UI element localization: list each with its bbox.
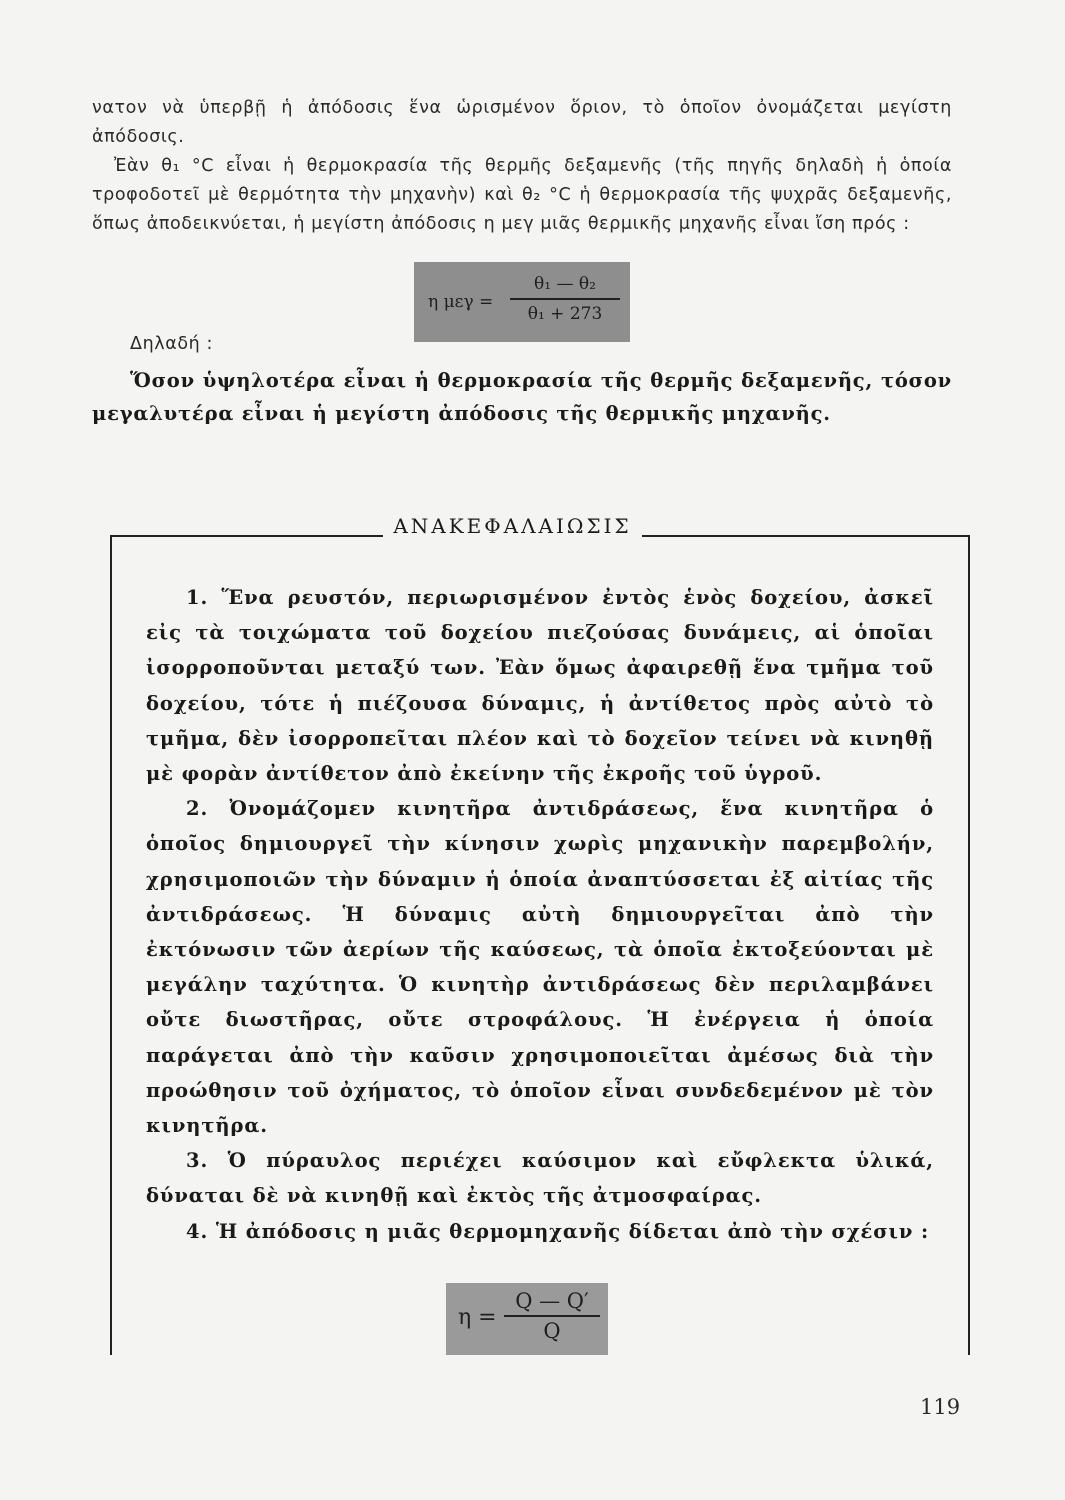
formula-denominator: Q <box>543 1319 561 1343</box>
intro-line: νατον νὰ ὑπερβῇ ἡ ἀπόδοσις ἕνα ὡρισμένον ὅριον, τὸ ὁποῖον ὀνομάζεται μεγίστη ἀπόδοσις. <box>92 98 952 147</box>
formula-numerator: θ₁ — θ₂ <box>510 274 620 300</box>
summary-item-4: 4. Ἡ ἀπόδοσις η μιᾶς θερμομηχανῆς δίδεται ἀπὸ τὴν σχέσιν : <box>186 1219 930 1243</box>
summary-item-2: 2. Ὀνομάζομεν κινητῆρα ἀντιδράσεως, ἕνα κινητῆρα ὁ ὁποῖος δημιουργεῖ τὴν κίνησιν χωρὶς μηχανικὴν παρεμβολήν, χρησιμοποιῶν τὴν δύναμιν ἡ ὁποία ἀναπτύσσεται ἐξ αἰτίας τῆς ἀντιδράσεως. Ἡ δύναμις αὐτὴ δημιουργεῖται ἀπὸ τὴν ἐκτόνωσιν τῶν ἀερίων τῆς καύσεως, τὰ ὁποῖα ἐκτοξεύονται μὲ μεγάλην ταχύτητα. Ὁ κινητὴρ ἀντιδράσεως δὲν περιλαμβάνει οὔτε διωστῆρας, οὔτε στροφάλους. Ἡ ἐνέργεια ἡ ὁποία παράγεται ἀπὸ τὴν καῦσιν χρησιμοποιεῖται ἀμέσως διὰ τὴν προώθησιν τοῦ ὀχήματος, τὸ ὁποῖον εἶναι συνδεδεμένον μὲ τὸν κινητῆρα. <box>146 797 934 1138</box>
key-statement-text: Ὅσον ὑψηλοτέρα εἶναι ἡ θερμοκρασία τῆς θερμῆς δεξαμενῆς, τόσον μεγαλυτέρα εἶναι ἡ μεγίστη ἀπόδοσις τῆς θερμικῆς μηχανῆς. <box>92 369 952 425</box>
summary-item-1: 1. Ἕνα ρευστόν, περιωρισμένον ἐντὸς ἑνὸς δοχείου, ἀσκεῖ εἰς τὰ τοιχώματα τοῦ δοχείου πιεζούσας δυνάμεις, αἱ ὁποῖαι ἰσορροποῦνται μεταξύ των. Ἐὰν ὅμως ἀφαιρεθῇ ἕνα τμῆμα τοῦ δοχείου, τότε ἡ πιέζουσα δύναμις, ἡ ἀντίθετος πρὸς αὐτὸ τὸ τμῆμα, δὲν ἰσορροπεῖται πλέον καὶ τὸ δοχεῖον τείνει νὰ κινηθῇ μὲ φορὰν ἀντίθετον ἀπὸ ἐκείνην τῆς ἐκροῆς τοῦ ὑγροῦ. <box>146 586 934 786</box>
summary-content <box>146 580 934 1249</box>
intro-paragraph: Ἐὰν θ₁ °C εἶναι ἡ θερμοκρασία τῆς θερμῆς δεξαμενῆς (τῆς πηγῆς δηλαδὴ ἡ ὁποία τροφοδοτεῖ μὲ θερμότητα τὴν μηχανὴν) καὶ θ₂ °C ἡ θερμοκρασία τῆς ψυχρᾶς δεξαμενῆς, ὅπως ἀποδεικνύεται, ἡ μεγίστη ἀπόδοσις η μεγ μιᾶς θερμικῆς μηχανῆς εἶναι ἴση πρός : <box>92 156 952 234</box>
summary-title-text: ΑΝΑΚΕΦΑΛΑΙΩΣΙΣ <box>383 514 641 538</box>
dilady-label: Δηλαδή : <box>130 334 214 354</box>
summary-title <box>0 514 1065 544</box>
formula-lhs: η μεγ = <box>428 292 494 312</box>
efficiency-formula <box>446 1283 608 1355</box>
max-efficiency-formula <box>414 262 630 342</box>
formula-fraction <box>504 1289 600 1343</box>
formula-numerator: Q — Q′ <box>504 1289 600 1317</box>
page-number: 119 <box>920 1395 961 1419</box>
summary-item-3: 3. Ὁ πύραυλος περιέχει καύσιμον καὶ εὔφλεκτα ὑλικά, δύναται δὲ νὰ κινηθῇ καὶ ἐκτὸς τῆς ἀτμοσφαίρας. <box>146 1149 934 1208</box>
key-statement <box>92 364 952 430</box>
formula-fraction <box>510 274 620 324</box>
formula-denominator: θ₁ + 273 <box>527 304 603 324</box>
intro-text <box>92 94 952 239</box>
formula-lhs: η = <box>458 1305 497 1330</box>
